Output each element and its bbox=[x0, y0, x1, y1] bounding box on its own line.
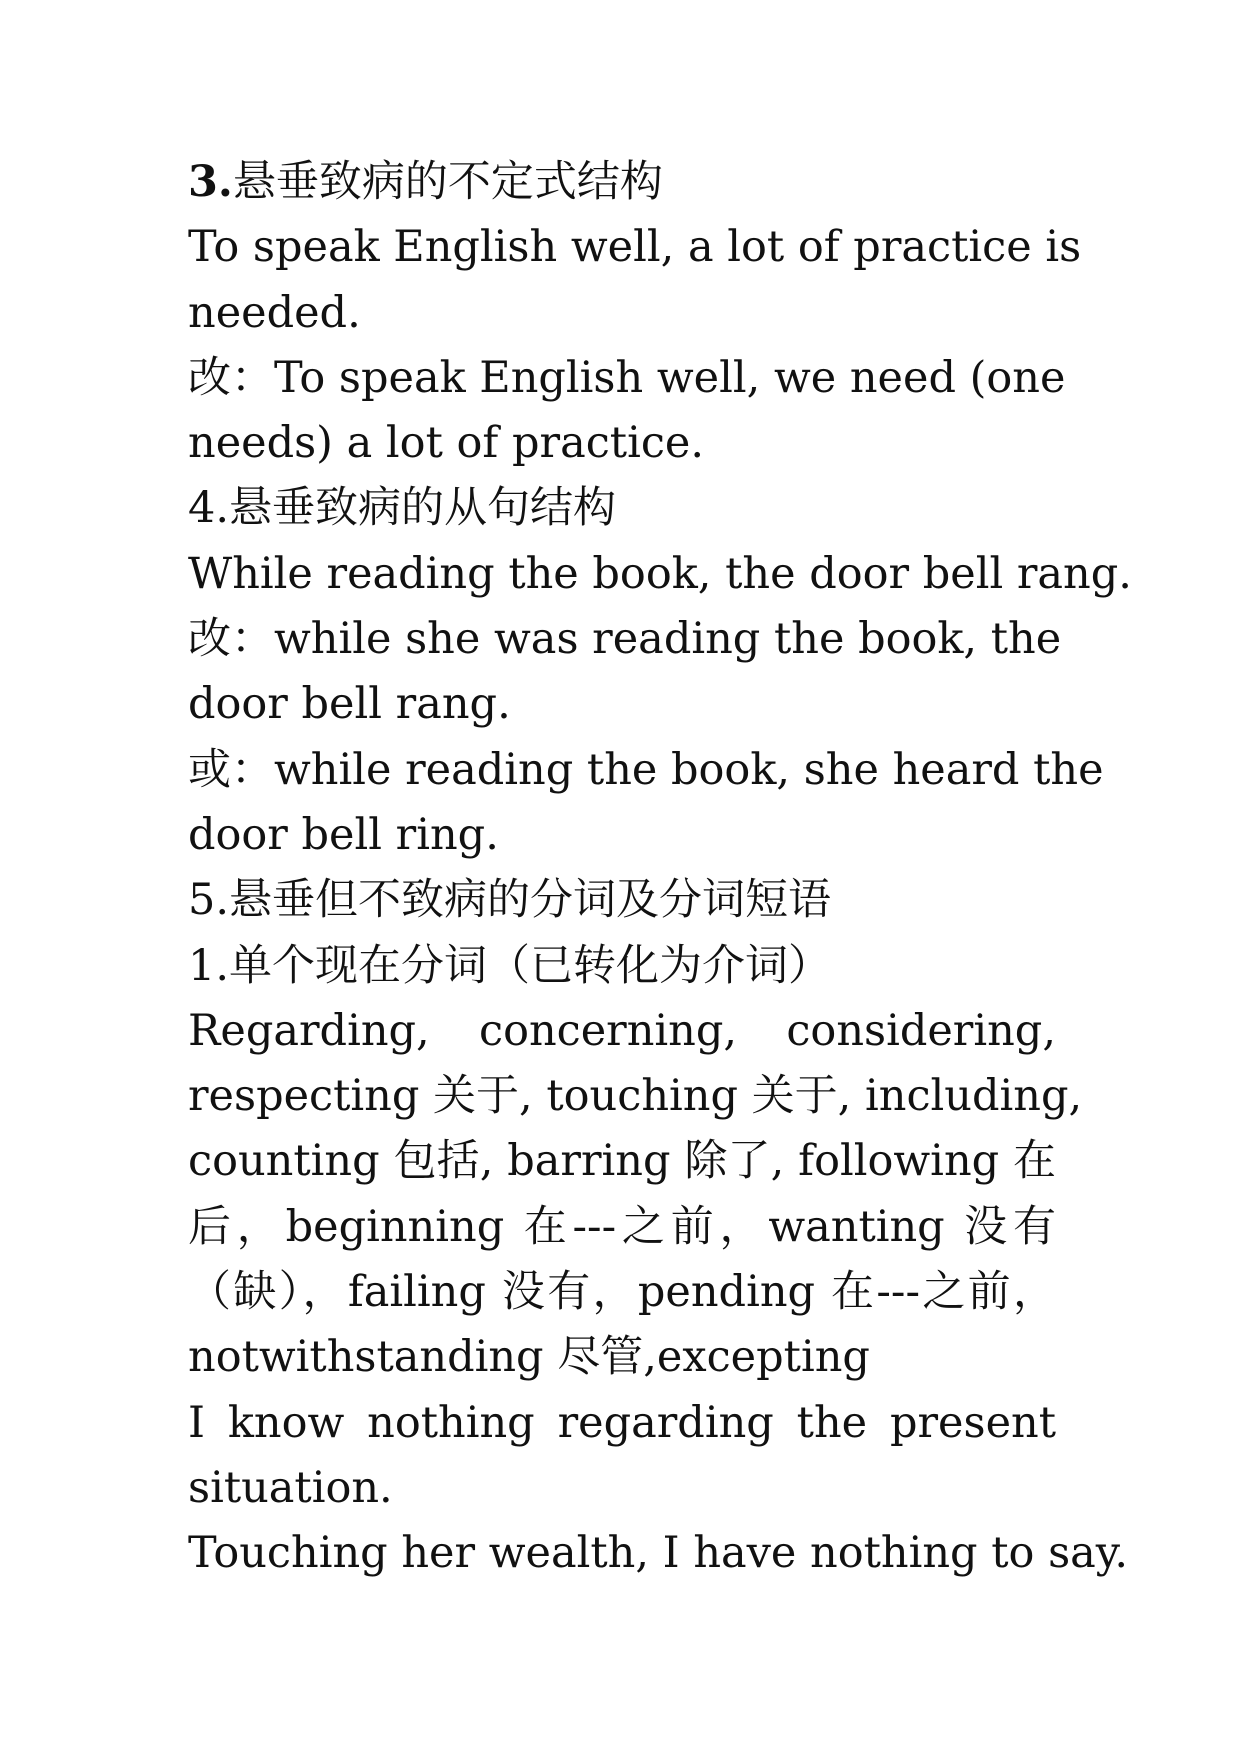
section4-correction1-line2: door bell rang. bbox=[188, 679, 511, 730]
section3-correction-line2: needs) a lot of practice. bbox=[188, 418, 705, 469]
section3-heading-text: 悬垂致病的不定式结构 bbox=[232, 157, 663, 207]
section5-list-line1: Regarding, concerning, considering, bbox=[188, 1005, 1056, 1056]
section4-correction2-line1: 或：while reading the book, she heard the bbox=[188, 744, 1104, 795]
section3-example-line2: needed. bbox=[188, 287, 361, 338]
section3-heading-number: 3. bbox=[188, 157, 233, 207]
section3-heading bbox=[188, 150, 1056, 215]
section4-correction2-line2: door bell ring. bbox=[188, 809, 499, 860]
section4-example: While reading the book, the door bell rang. bbox=[188, 548, 1132, 599]
section5-list-line6: notwithstanding 尽管,excepting bbox=[188, 1332, 870, 1383]
section4-correction1-line1: 改：while she was reading the book, the bbox=[188, 614, 1062, 665]
section5-example1-line2: situation. bbox=[188, 1462, 393, 1513]
section5-example2: Touching her wealth, I have nothing to say. bbox=[188, 1528, 1129, 1579]
section4-heading: 4.悬垂致病的从句结构 bbox=[188, 483, 617, 534]
document-page bbox=[188, 150, 1132, 1587]
section5-example1-line1: I know nothing regarding the present bbox=[188, 1397, 1056, 1448]
section5-list-line4: 后，beginning 在---之前，wanting 没有 bbox=[188, 1201, 1056, 1252]
section3-correction-line1: 改：To speak English well, we need (one bbox=[188, 352, 1066, 403]
section5-list-line2: respecting 关于, touching 关于, including, bbox=[188, 1071, 1083, 1122]
section5-list-line3: counting 包括, barring 除了, following 在 bbox=[188, 1136, 1056, 1187]
section5-heading: 5.悬垂但不致病的分词及分词短语 bbox=[188, 875, 832, 926]
section3-example-line1: To speak English well, a lot of practice is bbox=[188, 222, 1082, 273]
section5-list-line5: （缺），failing 没有，pending 在---之前， bbox=[188, 1267, 1056, 1318]
section5-subheading: 1.单个现在分词（已转化为介词） bbox=[188, 940, 832, 991]
